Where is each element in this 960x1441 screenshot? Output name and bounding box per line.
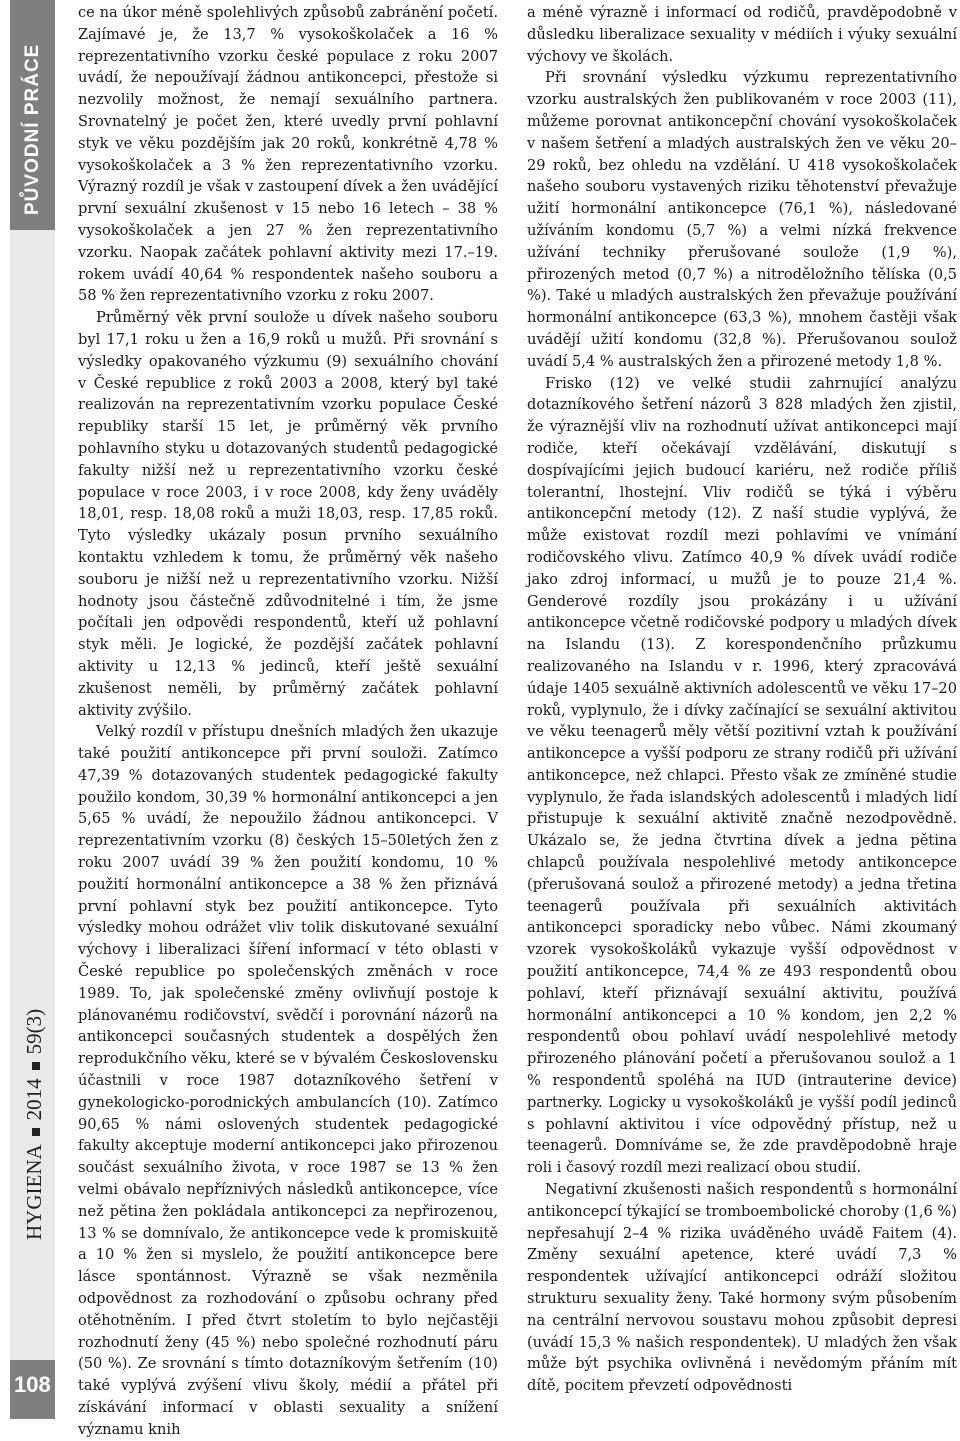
journal-citation (22, 1009, 47, 1240)
square-separator-icon (32, 1062, 40, 1070)
paragraph: Negativní zkušenosti našich respondentů s hormonální antikoncepcí týkající se tromboembolické choroby (1,6 %) nepřesahují 2–4 % rizika uváděného uvádě Faitem (4). Změny sexuální apetence, které uvádí 7,3 % respondentek užívající antikoncepci odráží složitou strukturu sexuality ženy. Také hormony svým působením na centrální nervovou soustavu mohou způsobit depresi (uvádí 15,3 % našich respondentek). U mladých žen však může být psychika ovlivněná i nevědomým přáním mít dítě, pocitem převzetí odpovědnosti (527, 1181, 957, 1395)
right-column (527, 2, 957, 1397)
paragraph: Frisko (12) ve velké studii zahrnující analýzu dotazníkového šetření názorů 3 828 mladých žen zjistil, že výraznější vliv na rozhodnutí užívat antikoncepci mají rodiče, kteří očekávají vzdělávání, diskutují s dospívajícími jejich budoucí kariéru, než rodiče příliš tolerantní, lhostejní. Vliv rodičů se týká i výběru antikoncepční metody (12). Z naší studie vyplývá, že může existovat rozdíl mezi pohlavími ve vnímání rodičovského vlivu. Zatímco 40,9 % dívek uvádí rodiče jako zdroj informací, u mužů je to pouze 21,4 %. Genderové rozdíly jsou prokázány i u užívání antikoncepce včetně rodičovské podpory u mladých dívek na Islandu (13). Z korespondenčního průzkumu realizovaného na Islandu v r. 1996, který zpracovává údaje 1405 sexuálně aktivních adolescentů ve věku 17–20 roků, vyplynulo, že i dívky začínající se sexuální aktivitou ve věku teenagerů měly větší pozitivní vztah k používání antikoncepce a vyšší podporu ze strany rodičů při užívání antikoncepce, než chlapci. Přesto však ze zmíněné studie vyplynulo, že řada islandských adolescentů i mladých lidí přistupuje k sexuální aktivitě značně nezodpovědně. Ukázalo se, že jedna čtvrtina dívek a jedna pětina chlapců používala nespolehlivé metody antikoncepce (přerušovaná soulož a přirozené metody) a jedna třetina teenagerů používala při sexuálních aktivitách antikoncepci sporadicky nebo vůbec. Námi zkoumaný vzorek vysokoškoláků vykazuje vyšší odpovědnost v použití antikoncepce, 74,4 % ze 493 respondentů obou pohlaví, kteří přiznávají sexuální aktivitu, používá hormonální antikoncepci a 10 % kondom, jen 2,2 % respondentů obou pohlaví uvádí nespolehlivé metody přirozeného plánování početí a přerušovanou soulož a 1 % respondentů spoléhá na IUD (intrauterine device) partnerky. Logicky u vysokoškoláků je vyšší podíl jedinců s pohlavní aktivitou i více odpovědný přístup, než u teenagerů. Domníváme se, že zde pravděpodobně hraje roli i časový rozdíl mezi realizací obou studií. (527, 374, 957, 1177)
square-separator-icon (32, 1128, 40, 1136)
sidebar (0, 0, 55, 1419)
page-number: 108 (14, 1372, 51, 1397)
journal-name: HYGIENA (22, 1144, 46, 1240)
paragraph: Velký rozdíl v přístupu dnešních mladých žen ukazuje také použití antikoncepce při první souloži. Zatímco 47,39 % dotazovaných studentek pedagogické fakulty použilo kondom, 30,39 % hormonální antikoncepci a jen 5,65 % uvádí, že nepoužilo žádnou antikoncepci. V reprezentativním vzorku (8) českých 15–50letých žen z roku 2007 uvádí 39 % žen použití kondomu, 10 % použití hormonální antikoncepce a 38 % žen přiznává první pohlavní styk bez použití antikoncepce. Tyto výsledky mohou odrážet vliv tolik diskutované sexuální výchovy i liberalizaci šíření informací v této oblasti v České republice po společenských změnách v roce 1989. To, jak společenské změny ovlivňují postoje k plánovanému rodičovství, svědčí i porovnání názorů na antikoncepci současných studentek a dospělých žen reprodukčního věku, které se v bývalém Československu účastnili v roce 1987 dotazníkového šetření v gynekologicko-porodnických ambulancích (10). Zatímco 90,65 % námi oslovených studentek pedagogické fakulty akceptuje moderní antikoncepci jako přirozenou součást sexuálního života, v roce 1987 se 13 % žen velmi obávalo nepříznivých následků antikoncepce, více než pětina žen pokládala antikoncepci za nepřirozenou, 13 % se domnívalo, že antikoncepce vede k promiskuitě a 10 % žen si myslelo, že použití antikoncepce bere lásce spontánnost. Výrazně se však nezměnila odpovědnost za rozhodování o způsobu ochrany před otěhotněním. I před čtvrt stoletím to bylo nejčastěji rozhodnutí ženy (45 %) nebo společné rozhodnutí páru (50 %). Ze srovnání s tímto dotazníkovým šetřením (10) také vyplývá zvýšení vlivu školy, médií a přátel při získávání informací v oblasti sexuality a snížení významu knih (78, 723, 498, 1438)
journal-volume-issue: 59(3) (22, 1008, 46, 1055)
section-label: PŮVODNÍ PRÁCE (22, 43, 43, 215)
paragraph: ce na úkor méně spolehlivých způsobů zabránění početí. Zajímavé je, že 13,7 % vysokoškolaček a 16 % reprezentativního vzorku české populace z roku 2007 uvádí, že nepoužívají žádnou antikoncepci, přestože si nezvolily možnost, že nemají sexuálního partnera. Srovnatelný je počet žen, které uvedly první pohlavní styk ve věku pozdějším jak 20 roků, konkrétně 4,78 % vysokoškolaček a 3 % žen reprezentativního vzorku. Výrazný rozdíl je však v zastoupení dívek a žen uvádějící první sexuální zkušenost v 15 nebo 16 letech – 38 % vysokoškolaček a jen 27 % žen reprezentativního vzorku. Naopak začátek pohlavní aktivity mezi 17.–19. rokem uvádí 40,64 % respondentek našeho souboru a 58 % žen reprezentativního vzorku z roku 2007. (78, 4, 498, 305)
page-number-box (10, 1360, 55, 1419)
paragraph: Při srovnání výsledku výzkumu reprezentativního vzorku australských žen publikovaném v roce 2003 (11), můžeme porovnat antikoncepční chování vysokoškolaček v našem šetření a mladých australských žen ve věku 20–29 roků, bez ohledu na vzdělání. U 418 vysokoškolaček našeho souboru vystavených riziku těhotenství převažuje užití hormonální antikoncepce (76,1 %), následované užíváním kondomu (5,7 %) a velmi nízká frekvence užívání techniky přerušované soulože (1,9 %), přirozených metod (0,7 %) a nitroděložního tělíska (0,5 %). Také u mladých australských žen převažuje používání hormonální antikoncepce (63,3 %), mnohem častěji však uvádějí užití kondomu (32,8 %). Přerušovanou soulož uvádí 5,4 % australských žen a přirozené metody 1,8 %. (527, 69, 957, 370)
journal-year: 2014 (22, 1078, 46, 1121)
left-column (78, 2, 498, 1441)
paragraph: a méně výrazně i informací od rodičů, pravděpodobně v důsledku liberalizace sexuality v médiích i výuky sexuální výchovy ve školách. (527, 4, 957, 65)
paragraph: Průměrný věk první soulože u dívek našeho souboru byl 17,1 roku u žen a 16,9 roků u mužů. Při srovnání s výsledky opakovaného výzkumu (9) sexuálního chování v České republice z roků 2003 a 2008, který byl také realizován na reprezentativním vzorku populace České republiky starší 15 let, je průměrný věk prvního pohlavního styku u dotazovaných studentů pedagogické fakulty nižší než u reprezentativního vzorku české populace v roce 2003, i v roce 2008, kdy ženy uváděly 18,01, resp. 18,08 roků a muži 18,03, resp. 17,85 roků. Tyto výsledky ukázaly posun prvního sexuálního kontaktu vzhledem k tomu, že průměrný věk našeho souboru je nižší než u reprezentativního vzorku. Nižší hodnoty jsou částečně zdůvodnitelné i tím, že jsme počítali jen odpovědi respondentů, kteří už pohlavní styk měli. Je logické, že pozdější začátek pohlavní aktivity u 12,13 % jedinců, kteří ještě sexuální zkušenost neměli, by průměrný začátek pohlavní aktivity zvýšilo. (78, 309, 498, 719)
